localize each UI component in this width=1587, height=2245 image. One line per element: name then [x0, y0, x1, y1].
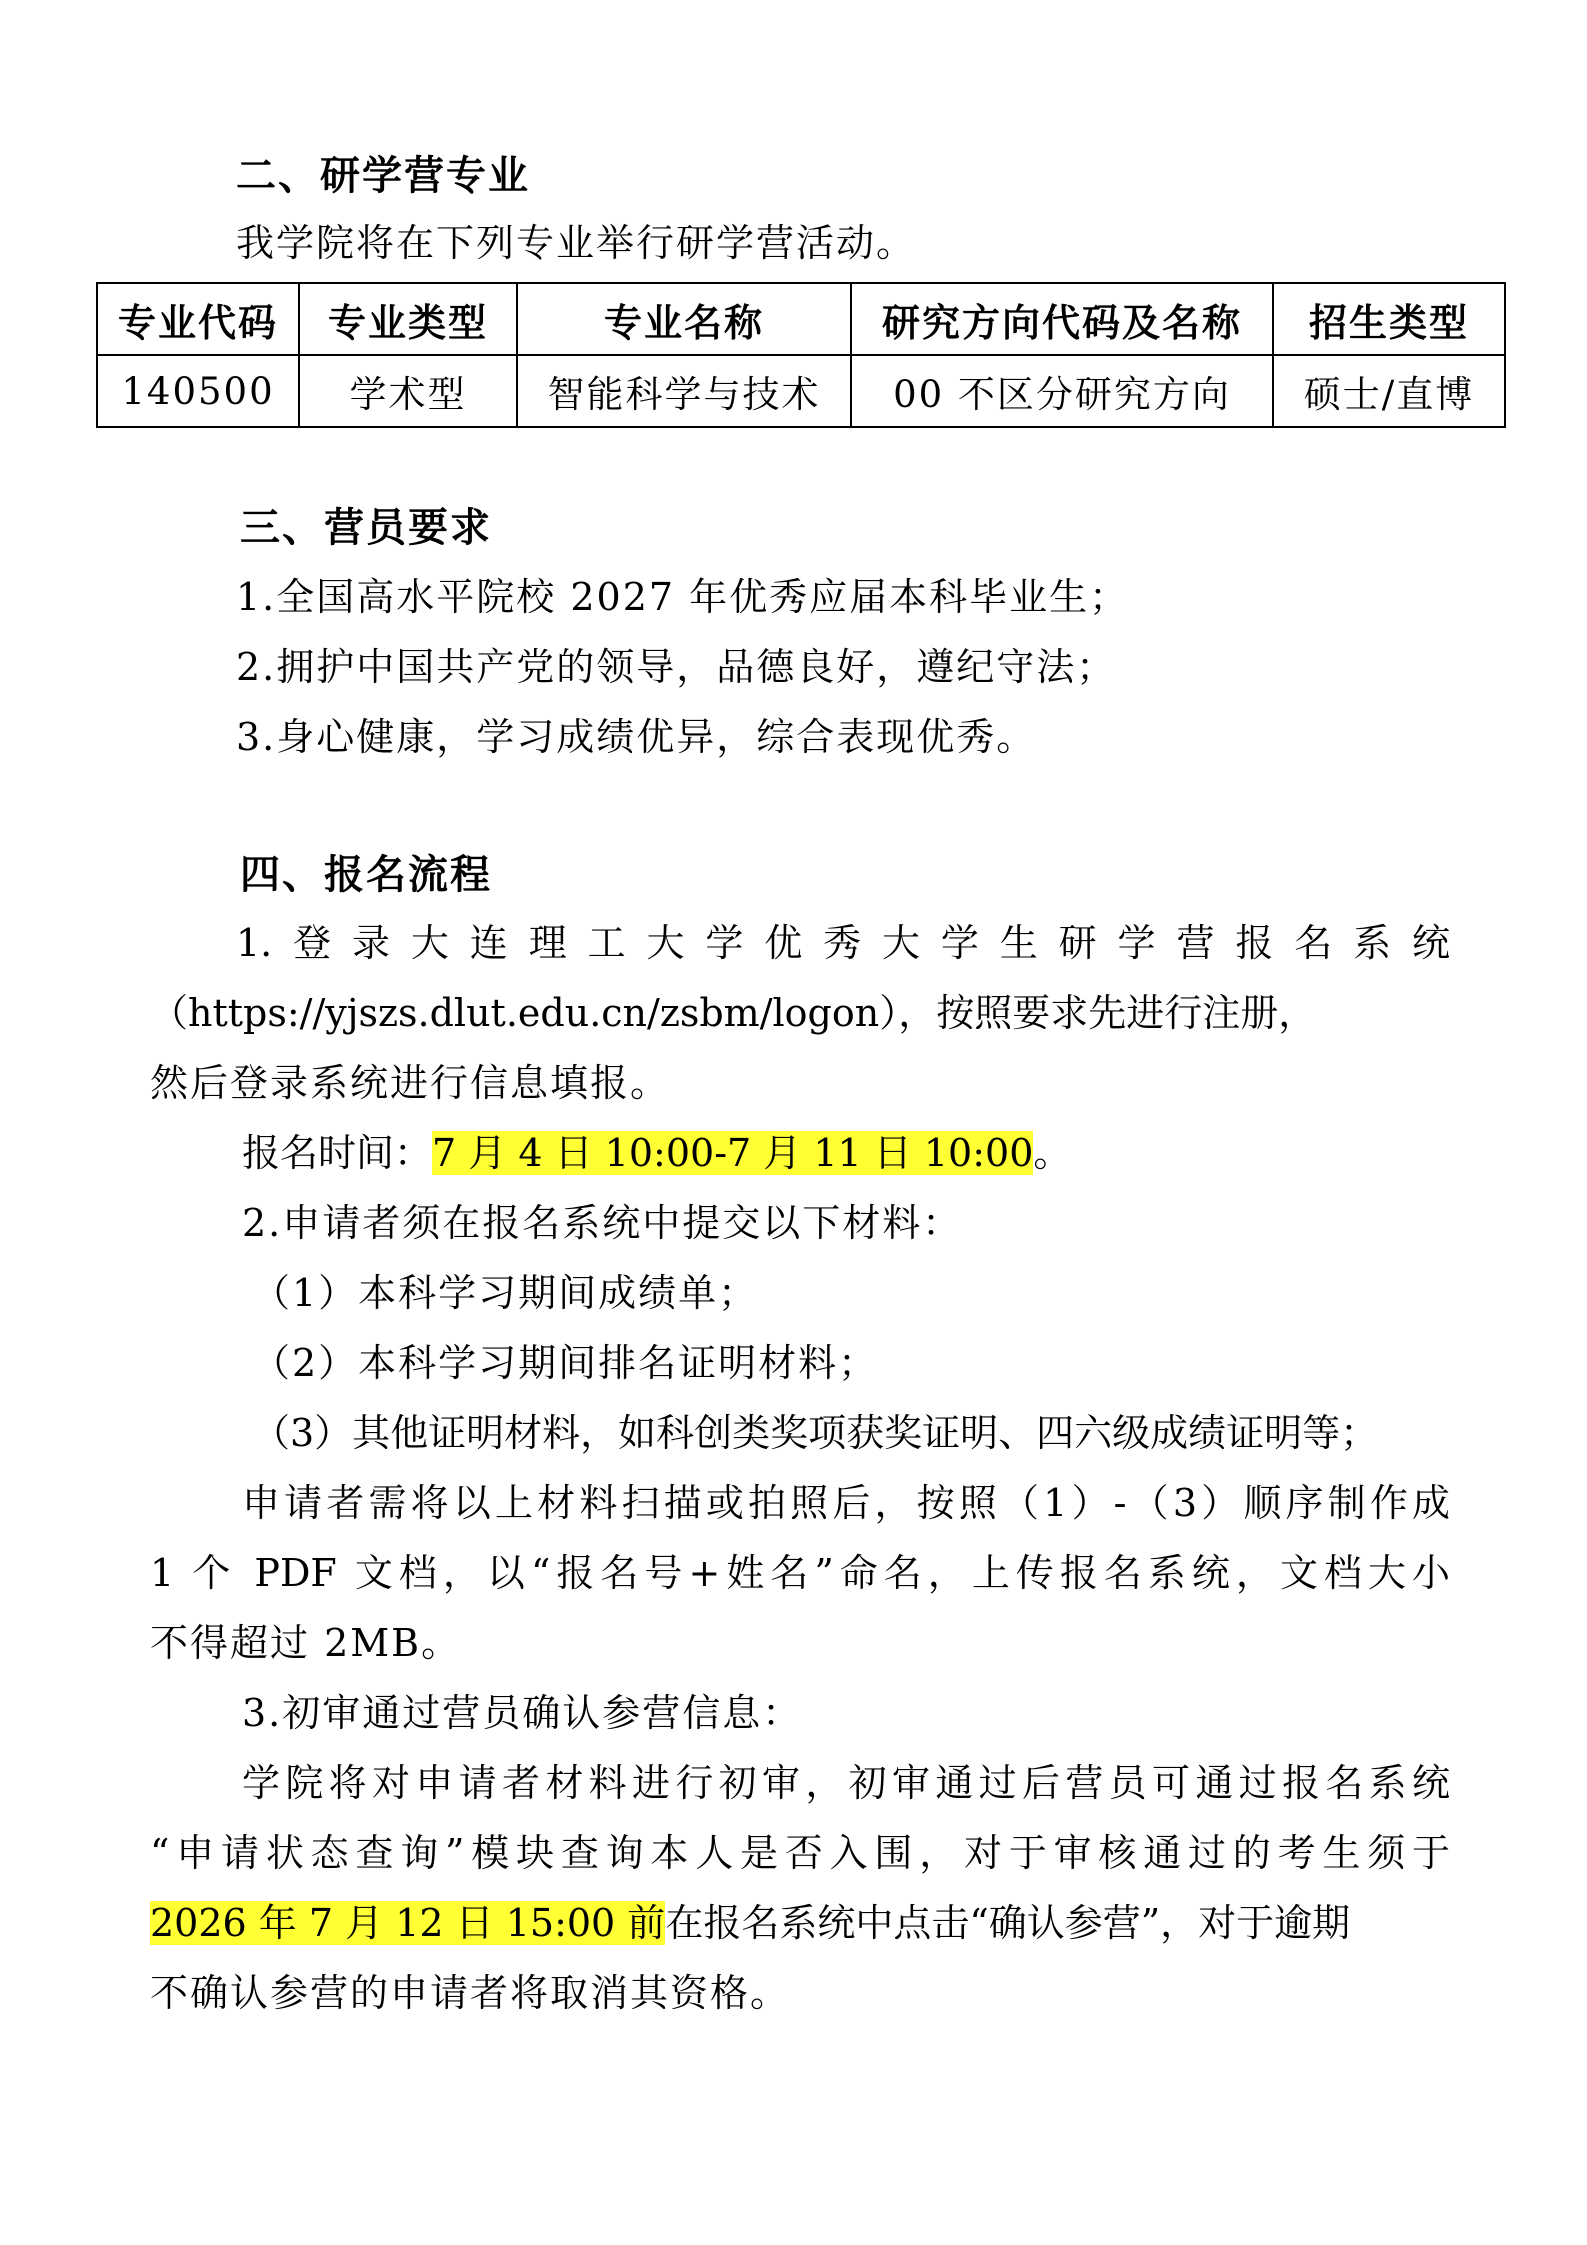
- registration-time: [242, 1131, 1072, 1175]
- table-header-row: [97, 283, 1505, 355]
- major-table: [96, 282, 1506, 428]
- table-header-cell: 专业类型: [299, 283, 517, 355]
- registration-time-end: 。: [1033, 1131, 1072, 1175]
- confirm-deadline-highlight: 2026 年 7 月 12 日 15:00 前: [150, 1901, 666, 1945]
- table-header-cell: 专业代码: [97, 283, 299, 355]
- confirm-line4: 不确认参营的申请者将取消其资格。: [150, 1971, 791, 2015]
- step1-line1: 1.登录大连理工大学优秀大学生研学营报名系统: [236, 921, 1450, 965]
- step3: 3.初审通过营员确认参营信息：: [242, 1691, 803, 1735]
- registration-time-label: 报名时间：: [242, 1131, 433, 1175]
- step1-line3: 然后登录系统进行信息填报。: [150, 1061, 671, 1105]
- requirement-item: 2.拥护中国共产党的领导，品德良好，遵纪守法；: [236, 645, 1117, 689]
- table-cell-type: 学术型: [299, 355, 517, 427]
- upload-line3: 不得超过 2MB。: [150, 1621, 462, 1665]
- table-cell-direction: 00 不区分研究方向: [851, 355, 1273, 427]
- confirm-line2: “申请状态查询”模块查询本人是否入围，对于审核通过的考生须于: [150, 1831, 1450, 1875]
- section3-heading: 三、营员要求: [240, 504, 492, 551]
- table-cell-code: 140500: [97, 355, 299, 427]
- requirement-item: 3.身心健康，学习成绩优异，综合表现优秀。: [236, 715, 1037, 759]
- table-header-cell: 专业名称: [517, 283, 851, 355]
- table-row: [97, 355, 1505, 427]
- registration-time-highlight: 7 月 4 日 10:00-7 月 11 日 10:00: [432, 1131, 1034, 1175]
- material-item: （2）本科学习期间排名证明材料；: [252, 1341, 879, 1385]
- material-item: （1）本科学习期间成绩单；: [252, 1271, 759, 1315]
- requirement-item: 1.全国高水平院校 2027 年优秀应届本科毕业生；: [236, 575, 1130, 619]
- table-header-cell: 研究方向代码及名称: [851, 283, 1273, 355]
- section2-heading: 二、研学营专业: [236, 152, 530, 199]
- table-header-cell: 招生类型: [1273, 283, 1505, 355]
- upload-line2: 1 个 PDF 文档，以“报名号+姓名”命名，上传报名系统，文档大小: [150, 1551, 1450, 1595]
- step1-link-line: （https://yjszs.dlut.edu.cn/zsbm/logon），按照要求先进行注册，: [150, 991, 1317, 1035]
- section4-heading: 四、报名流程: [240, 851, 492, 898]
- table-cell-enroll-type: 硕士/直博: [1273, 355, 1505, 427]
- material-item: （3）其他证明材料，如科创类奖项获奖证明、四六级成绩证明等；: [252, 1411, 1379, 1455]
- table-cell-name: 智能科学与技术: [517, 355, 851, 427]
- upload-line1: 申请者需将以上材料扫描或拍照后，按照（1）-（3）顺序制作成: [242, 1481, 1450, 1525]
- step2: 2.申请者须在报名系统中提交以下材料：: [242, 1201, 963, 1245]
- confirm-line3: [150, 1901, 1351, 1945]
- section2-intro: 我学院将在下列专业举行研学营活动。: [236, 221, 917, 265]
- confirm-line1: 学院将对申请者材料进行初审，初审通过后营员可通过报名系统: [242, 1761, 1450, 1805]
- confirm-line3-rest: 在报名系统中点击“确认参营”，对于逾期: [665, 1901, 1351, 1945]
